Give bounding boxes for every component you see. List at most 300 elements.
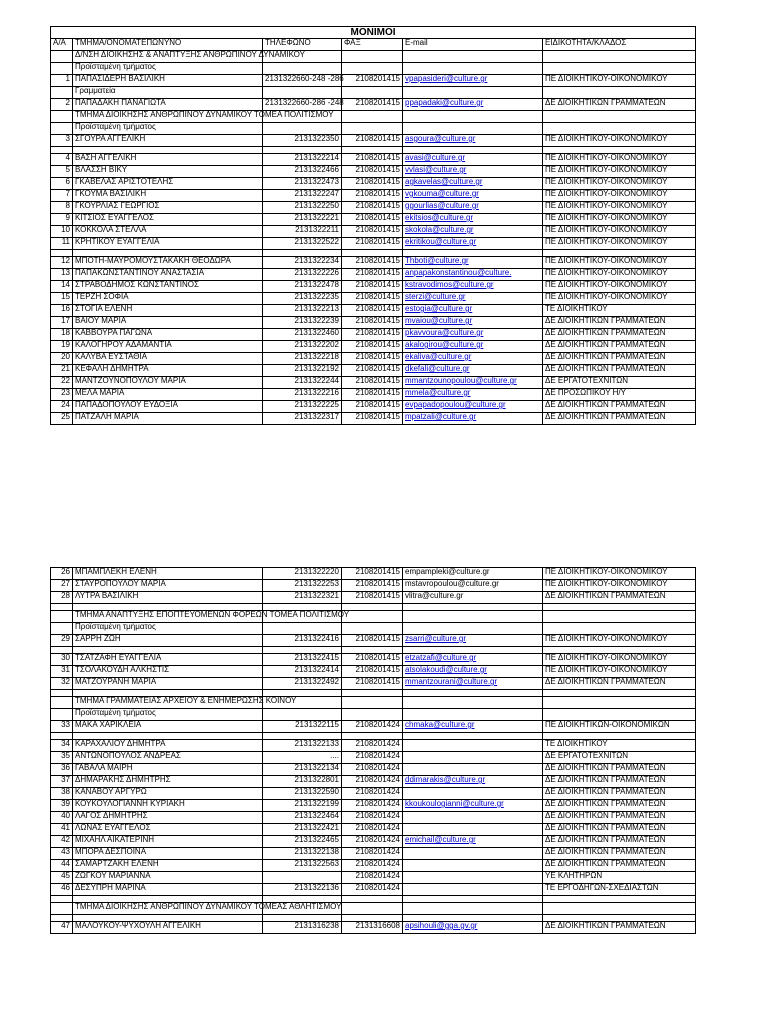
row-number: 42 — [51, 836, 73, 848]
fax-number: 2108201415 — [342, 592, 403, 604]
phone-number: 2131322133 — [263, 740, 342, 752]
empty-cell — [403, 611, 543, 623]
email-cell — [403, 836, 543, 848]
phone-number: 2131322134 — [263, 764, 342, 776]
email-link[interactable]: evpapadopoulou@culture.gr — [405, 400, 506, 409]
empty-cell — [51, 690, 73, 697]
section-name: ΤΜΗΜΑ ΓΡΑΜΜΑΤΕΙΑΣ ΑΡΧΕΙΟΥ & ΕΝΗΜΕΡΩΣΗΣ ΚΟΙΝΟΥ — [73, 697, 263, 709]
phone-number: 2131322801 — [263, 776, 342, 788]
row-number: 21 — [51, 365, 73, 377]
email-link[interactable]: skokola@culture.gr — [405, 225, 474, 234]
phone-number: 2131322460 — [263, 329, 342, 341]
fax-number: 2108201424 — [342, 824, 403, 836]
email-link[interactable]: agkavelas@culture.gr — [405, 177, 483, 186]
empty-cell — [263, 123, 342, 135]
phone-number: 2131322202 — [263, 341, 342, 353]
email-cell — [403, 812, 543, 824]
table-row — [51, 166, 696, 178]
staff-table-page-1 — [50, 26, 696, 425]
email-link[interactable]: emichail@culture.gr — [405, 835, 476, 844]
table-row — [51, 413, 696, 425]
row-number: 20 — [51, 353, 73, 365]
employee-name: ΣΑΜΑΡΤΖΑΚΗ ΕΛΕΝΗ — [73, 860, 263, 872]
specialty: ΔΕ ΕΡΓΑΤΟΤΕΧΝΙΤΩΝ — [543, 752, 696, 764]
fax-number: 2108201415 — [342, 281, 403, 293]
fax-number: 2108201415 — [342, 413, 403, 425]
phone-number: 2131322211 — [263, 226, 342, 238]
employee-name: ΜΑΛΟΥΚΟΥ-ΨΥΧΟΥΛΗ ΑΓΓΕΛΙΚΗ — [73, 922, 263, 934]
table-row — [51, 740, 696, 752]
fax-number: 2108201424 — [342, 860, 403, 872]
employee-name: ΜΠΟΤΗ-ΜΑΥΡΟΜΟΥΣΤΑΚΑΚΗ ΘΕΟΔΩΡΑ — [73, 257, 263, 269]
table-row — [51, 654, 696, 666]
empty-cell — [263, 87, 342, 99]
table-row — [51, 317, 696, 329]
phone-number: 2131322136 — [263, 884, 342, 896]
row-number: 41 — [51, 824, 73, 836]
specialty: ΠΕ ΔΙΟΙΚΗΤΙΚΟΥ-ΟΙΚΟΝΟΜΙΚΟΥ — [543, 635, 696, 647]
phone-number: 2131322239 — [263, 317, 342, 329]
employee-name: ΚΟΥΚΟΥΛΟΓΙΑΝΝΗ ΚΥΡΙΑΚΗ — [73, 800, 263, 812]
row-number: 36 — [51, 764, 73, 776]
empty-cell — [403, 123, 543, 135]
empty-cell — [403, 111, 543, 123]
employee-name: ΚΑΛΟΓΗΡΟΥ ΑΔΑΜΑΝΤΙΑ — [73, 341, 263, 353]
table-row — [51, 824, 696, 836]
row-number: 34 — [51, 740, 73, 752]
header-row — [51, 39, 696, 51]
email-link[interactable]: ekitsios@culture.gr — [405, 213, 474, 222]
table-row — [51, 635, 696, 647]
empty-cell — [342, 87, 403, 99]
role-label: Γραμματεία — [73, 87, 263, 99]
table-row — [51, 281, 696, 293]
fax-number: 2108201424 — [342, 776, 403, 788]
fax-number: 2108201415 — [342, 365, 403, 377]
email-cell — [403, 580, 543, 592]
table-row — [51, 872, 696, 884]
row-number: 24 — [51, 401, 73, 413]
email-text: vlitra@culture.gr — [405, 591, 464, 600]
employee-name: ΤΣΑΤΖΑΦΗ ΕΥΑΓΓΕΛΙΑ — [73, 654, 263, 666]
email-cell — [403, 788, 543, 800]
specialty: ΠΕ ΔΙΟΙΚΗΤΙΚΟΥ-ΟΙΚΟΝΟΜΙΚΟΥ — [543, 154, 696, 166]
employee-name: ΣΤΡΑΒΟΔΗΜΟΣ ΚΩΝΣΤΑΝΤΙΝΟΣ — [73, 281, 263, 293]
email-cell — [403, 214, 543, 226]
specialty: ΔΕ ΔΙΟΙΚΗΤΙΚΩΝ ΓΡΑΜΜΑΤΕΩΝ — [543, 329, 696, 341]
empty-cell — [403, 63, 543, 75]
table-row — [51, 848, 696, 860]
email-link[interactable]: dkefali@culture.gr — [405, 364, 470, 373]
header-aa: Α/Α — [51, 39, 73, 51]
row-number: 25 — [51, 413, 73, 425]
empty-cell — [342, 690, 403, 697]
row-number: 38 — [51, 788, 73, 800]
employee-name: ΜΕΛΑ ΜΑΡΙΑ — [73, 389, 263, 401]
specialty: ΔΕ ΔΙΟΙΚΗΤΙΚΩΝ ΓΡΑΜΜΑΤΕΩΝ — [543, 922, 696, 934]
fax-number: 2108201415 — [342, 75, 403, 87]
phone-number: 2131322590 — [263, 788, 342, 800]
email-cell — [403, 226, 543, 238]
employee-name: ΚΑΝΑΒΟΥ ΑΡΓΥΡΩ — [73, 788, 263, 800]
email-link[interactable]: apsihouli@gga.gv.gr — [405, 921, 478, 930]
fax-number: 2108201415 — [342, 568, 403, 580]
email-link[interactable]: ggourlias@culture.gr — [405, 201, 479, 210]
fax-number: 2108201415 — [342, 305, 403, 317]
phone-number: 2131322421 — [263, 824, 342, 836]
email-cell — [403, 401, 543, 413]
email-cell — [403, 824, 543, 836]
specialty: ΠΕ ΔΙΟΙΚΗΤΙΚΟΥ-ΟΙΚΟΝΟΜΙΚΟΥ — [543, 257, 696, 269]
specialty: ΔΕ ΔΙΟΙΚΗΤΙΚΩΝ ΓΡΑΜΜΑΤΕΩΝ — [543, 592, 696, 604]
phone-number: 2131322563 — [263, 860, 342, 872]
row-number: 18 — [51, 329, 73, 341]
row-number: 30 — [51, 654, 73, 666]
specialty: ΔΕ ΕΡΓΑΤΟΤΕΧΝΙΤΩΝ — [543, 377, 696, 389]
header-fax: ΦΑΞ — [342, 39, 403, 51]
specialty: ΠΕ ΔΙΟΙΚΗΤΙΚΟΥ-ΟΙΚΟΝΟΜΙΚΟΥ — [543, 568, 696, 580]
table-row — [51, 836, 696, 848]
email-link[interactable]: vpapasideri@culture.gr — [405, 74, 488, 83]
phone-number: 2131322321 — [263, 592, 342, 604]
row-number: 9 — [51, 214, 73, 226]
employee-name: ΛΥΤΡΑ ΒΑΣΙΛΙΚΗ — [73, 592, 263, 604]
specialty: ΠΕ ΔΙΟΙΚΗΤΙΚΟΥ-ΟΙΚΟΝΟΜΙΚΟΥ — [543, 135, 696, 147]
empty-cell — [403, 604, 543, 611]
employee-name: ΔΗΜΑΡΑΚΗΣ ΔΗΜΗΤΡΗΣ — [73, 776, 263, 788]
role-label-row — [51, 623, 696, 635]
specialty: ΠΕ ΔΙΟΙΚΗΤΙΚΟΥ-ΟΙΚΟΝΟΜΙΚΟΥ — [543, 580, 696, 592]
phone-number: 2131322350 — [263, 135, 342, 147]
email-cell — [403, 238, 543, 250]
email-cell — [403, 884, 543, 896]
empty-cell — [543, 690, 696, 697]
employee-name: ΜΑΤΖΟΥΡΑΝΗ ΜΑΡΙΑ — [73, 678, 263, 690]
table-row — [51, 812, 696, 824]
fax-number: 2108201415 — [342, 317, 403, 329]
email-link[interactable]: chmaka@culture.gr — [405, 720, 475, 729]
row-number: 19 — [51, 341, 73, 353]
empty-cell — [543, 896, 696, 903]
email-link[interactable]: atsolakoudi@culture.gr — [405, 665, 487, 674]
phone-number: 2131322220 — [263, 568, 342, 580]
email-link[interactable]: mpatzali@culture.gr — [405, 412, 477, 421]
email-cell — [403, 305, 543, 317]
empty-cell — [342, 123, 403, 135]
employee-name: ΓΑΒΑΛΑ ΜΑΙΡΗ — [73, 764, 263, 776]
row-number: 47 — [51, 922, 73, 934]
section-header-row — [51, 51, 696, 63]
employee-name: ΜΑΝΤΖΟΥΝΟΠΟΥΛΟΥ ΜΑΡΙΑ — [73, 377, 263, 389]
row-number: 4 — [51, 154, 73, 166]
email-cell — [403, 178, 543, 190]
table-row — [51, 293, 696, 305]
specialty: ΠΕ ΔΙΟΙΚΗΤΙΚΟΥ-ΟΙΚΟΝΟΜΙΚΟΥ — [543, 293, 696, 305]
table-row — [51, 154, 696, 166]
table-row — [51, 99, 696, 111]
role-label: Προϊσταμένη τμήματος — [73, 623, 263, 635]
email-link[interactable]: mvaiou@culture.gr — [405, 316, 473, 325]
empty-cell — [543, 903, 696, 915]
table-row — [51, 353, 696, 365]
email-cell — [403, 678, 543, 690]
specialty: ΔΕ ΔΙΟΙΚΗΤΙΚΩΝ ΓΡΑΜΜΑΤΕΩΝ — [543, 365, 696, 377]
phone-number: 2131322522 — [263, 238, 342, 250]
fax-number: 2108201415 — [342, 238, 403, 250]
email-cell — [403, 740, 543, 752]
empty-cell — [403, 709, 543, 721]
fax-number: 2108201415 — [342, 135, 403, 147]
email-cell — [403, 654, 543, 666]
email-link[interactable]: kstravodimos@culture.gr — [405, 280, 494, 289]
section-name: ΤΜΗΜΑ ΔΙΟΙΚΗΣΗΣ ΑΝΘΡΩΠΙΝΟΥ ΔΥΝΑΜΙΚΟΥ ΤΟΜΕΑ ΠΟΛΙΤΙΣΜΟΥ — [73, 111, 263, 123]
email-link[interactable]: ddimarakis@culture.gr — [405, 775, 486, 784]
email-cell — [403, 800, 543, 812]
phone-number: 2131322250 — [263, 202, 342, 214]
empty-cell — [51, 604, 73, 611]
title-row — [51, 27, 696, 39]
phone-number: 2131322218 — [263, 353, 342, 365]
phone-number: 2131322235 — [263, 293, 342, 305]
row-number: 14 — [51, 281, 73, 293]
empty-cell — [403, 690, 543, 697]
section-name: ΤΜΗΜΑ ΑΝΑΠΤΥΞΗΣ ΕΠΟΠΤΕΥΟΜΕΝΩΝ ΦΟΡΕΩΝ ΤΟΜΕΑ ΠΟΛΙΤΙΣΜΟΥ — [73, 611, 263, 623]
empty-cell — [51, 87, 73, 99]
section-header-row — [51, 611, 696, 623]
row-number: 40 — [51, 812, 73, 824]
fax-number: 2108201415 — [342, 329, 403, 341]
phone-number: 2131322660-248 -286 — [263, 75, 342, 87]
email-cell — [403, 202, 543, 214]
fax-number: 2108201415 — [342, 666, 403, 678]
phone-number: 2131322221 — [263, 214, 342, 226]
employee-name: ΜΠΟΡΑ ΔΕΣΠΟΙΝΑ — [73, 848, 263, 860]
section-name: ΤΜΗΜΑ ΔΙΟΙΚΗΣΗΣ ΑΝΘΡΩΠΙΝΟΥ ΔΥΝΑΜΙΚΟΥ ΤΟΜΕΑΣ ΑΘΛΗΤΙΣΜΟΥ — [73, 903, 263, 915]
fax-number: 2108201424 — [342, 788, 403, 800]
fax-number: 2108201424 — [342, 872, 403, 884]
email-cell — [403, 166, 543, 178]
fax-number: 2108201424 — [342, 848, 403, 860]
employee-name: ΠΑΠΑΚΩΝΣΤΑΝΤΙΝΟΥ ΑΝΑΣΤΑΣΙΑ — [73, 269, 263, 281]
fax-number: 2108201415 — [342, 353, 403, 365]
table-row — [51, 135, 696, 147]
specialty: ΔΕ ΔΙΟΙΚΗΤΙΚΩΝ ΓΡΑΜΜΑΤΕΩΝ — [543, 764, 696, 776]
specialty: ΔΕ ΔΙΟΙΚΗΤΙΚΩΝ ΓΡΑΜΜΑΤΕΩΝ — [543, 800, 696, 812]
email-link[interactable]: Thboti@culture.gr — [405, 256, 469, 265]
empty-cell — [342, 623, 403, 635]
empty-cell — [543, 611, 696, 623]
specialty: ΠΕ ΔΙΟΙΚΗΤΙΚΟΥ-ΟΙΚΟΝΟΜΙΚΟΥ — [543, 269, 696, 281]
email-cell — [403, 592, 543, 604]
empty-cell — [543, 709, 696, 721]
specialty: ΠΕ ΔΙΟΙΚΗΤΙΚΟΥ-ΟΙΚΟΝΟΜΙΚΟΥ — [543, 238, 696, 250]
email-link[interactable]: pkavvoura@culture.gr — [405, 328, 484, 337]
specialty: ΤΕ ΔΙΟΙΚΗΤΙΚΟΥ — [543, 305, 696, 317]
fax-number: 2108201424 — [342, 740, 403, 752]
employee-name: ΓΚΟΥΡΛΙΑΣ ΓΕΩΡΓΙΟΣ — [73, 202, 263, 214]
empty-cell — [51, 123, 73, 135]
fax-number: 2108201424 — [342, 800, 403, 812]
employee-name: ΣΓΟΥΡΑ ΑΓΓΕΛΙΚΗ — [73, 135, 263, 147]
row-number: 15 — [51, 293, 73, 305]
row-number: 43 — [51, 848, 73, 860]
row-number: 46 — [51, 884, 73, 896]
table-row — [51, 776, 696, 788]
specialty: ΔΕ ΔΙΟΙΚΗΤΙΚΩΝ ΓΡΑΜΜΑΤΕΩΝ — [543, 776, 696, 788]
table-row — [51, 202, 696, 214]
role-label-row — [51, 87, 696, 99]
email-link[interactable]: ekaliva@culture.gr — [405, 352, 472, 361]
header-name: ΤΜΗΜΑ/ΟΝΟΜΑΤΕΠΩΝΥΝΟ — [73, 39, 263, 51]
empty-cell — [403, 51, 543, 63]
email-link[interactable]: zsarri@culture.gr — [405, 634, 467, 643]
email-cell — [403, 329, 543, 341]
row-number: 22 — [51, 377, 73, 389]
empty-cell — [51, 63, 73, 75]
specialty: ΔΕ ΔΙΟΙΚΗΤΙΚΩΝ ΓΡΑΜΜΑΤΕΩΝ — [543, 413, 696, 425]
table-row — [51, 365, 696, 377]
row-number: 8 — [51, 202, 73, 214]
specialty: ΠΕ ΔΙΟΙΚΗΤΙΚΩΝ-ΟΙΚΟΝΟΜΙΚΩΝ — [543, 721, 696, 733]
row-number: 23 — [51, 389, 73, 401]
specialty: ΠΕ ΔΙΟΙΚΗΤΙΚΟΥ-ΟΙΚΟΝΟΜΙΚΟΥ — [543, 202, 696, 214]
email-link[interactable]: mmantzounopoulou@culture.gr — [405, 376, 517, 385]
employee-name: ΜΑΚΑ ΧΑΡΙΚΛΕΙΑ — [73, 721, 263, 733]
email-cell — [403, 776, 543, 788]
table-row — [51, 666, 696, 678]
empty-cell — [403, 87, 543, 99]
fax-number: 2108201415 — [342, 178, 403, 190]
table-row — [51, 401, 696, 413]
phone-number: 2131322244 — [263, 377, 342, 389]
role-label: Προϊσταμένη τμήματος — [73, 63, 263, 75]
row-number: 1 — [51, 75, 73, 87]
empty-cell — [342, 709, 403, 721]
email-cell — [403, 568, 543, 580]
employee-name: ΛΑΓΟΣ ΔΗΜΗΤΡΗΣ — [73, 812, 263, 824]
fax-number: 2131316608 — [342, 922, 403, 934]
phone-number: 2131322214 — [263, 154, 342, 166]
row-number: 33 — [51, 721, 73, 733]
phone-number: 2131322465 — [263, 836, 342, 848]
fax-number: 2108201415 — [342, 293, 403, 305]
specialty: ΔΕ ΔΙΟΙΚΗΤΙΚΩΝ ΓΡΑΜΜΑΤΕΩΝ — [543, 317, 696, 329]
empty-cell — [342, 63, 403, 75]
fax-number: 2108201415 — [342, 202, 403, 214]
employee-name: ΠΑΤΖΑΛΗ ΜΑΡΙΑ — [73, 413, 263, 425]
employee-name: ΤΕΡΖΗ ΣΟΦΙΑ — [73, 293, 263, 305]
empty-cell — [263, 623, 342, 635]
table-row — [51, 592, 696, 604]
specialty: ΤΕ ΕΡΓΟΔΗΓΩΝ-ΣΧΕΔΙΑΣΤΩΝ — [543, 884, 696, 896]
employee-name: ΚΟΚΚΟΛΑ ΣΤΕΛΛΑ — [73, 226, 263, 238]
email-cell — [403, 848, 543, 860]
role-label: Προϊσταμένη τμήματος — [73, 123, 263, 135]
header-specialty: ΕΙΔΙΚΟΤΗΤΑ/ΚΛΑΔΟΣ — [543, 39, 696, 51]
empty-cell — [543, 123, 696, 135]
email-link[interactable]: avasi@culture.gr — [405, 153, 466, 162]
fax-number: 2108201415 — [342, 214, 403, 226]
table-row — [51, 678, 696, 690]
row-number: 17 — [51, 317, 73, 329]
employee-name: ΑΝΤΩΝΟΠΟΥΛΟΣ ΑΝΔΡΕΑΣ — [73, 752, 263, 764]
empty-cell — [543, 697, 696, 709]
specialty: ΠΕ ΔΙΟΙΚΗΤΙΚΟΥ-ΟΙΚΟΝΟΜΙΚΟΥ — [543, 214, 696, 226]
specialty: ΠΕ ΔΙΟΙΚΗΤΙΚΟΥ-ΟΙΚΟΝΟΜΙΚΟΥ — [543, 166, 696, 178]
phone-number: 2131322115 — [263, 721, 342, 733]
specialty: ΔΕ ΔΙΟΙΚΗΤΙΚΩΝ ΓΡΑΜΜΑΤΕΩΝ — [543, 860, 696, 872]
email-link[interactable]: asgoura@culture.gr — [405, 134, 476, 143]
fax-number: 2108201424 — [342, 721, 403, 733]
row-number: 2 — [51, 99, 73, 111]
email-link[interactable]: ppapadaki@culture.gr — [405, 98, 484, 107]
row-number: 27 — [51, 580, 73, 592]
empty-cell — [403, 896, 543, 903]
email-link[interactable]: kkoukoulogianni@culture.gr — [405, 799, 504, 808]
employee-name: ΣΑΡΡΗ ΖΩΗ — [73, 635, 263, 647]
row-number: 7 — [51, 190, 73, 202]
email-link[interactable]: anpapakonstantinou@culture. — [405, 268, 512, 277]
email-cell — [403, 377, 543, 389]
section-name: Δ/ΝΣΗ ΔΙΟΙΚΗΣΗΣ & ΑΝΑΠΤΥΞΗΣ ΑΝΘΡΩΠΙΝΟΥ ΔΥΝΑΜΙΚΟΥ — [73, 51, 263, 63]
empty-cell — [543, 111, 696, 123]
email-link[interactable]: etzatzafi@culture.gr — [405, 653, 477, 662]
row-number: 35 — [51, 752, 73, 764]
phone-number: 2131322464 — [263, 812, 342, 824]
email-cell — [403, 860, 543, 872]
phone-number: 2131322216 — [263, 389, 342, 401]
fax-number: 2108201415 — [342, 166, 403, 178]
row-number: 39 — [51, 800, 73, 812]
role-label-row — [51, 709, 696, 721]
email-link[interactable]: akalogirou@culture.gr — [405, 340, 484, 349]
email-link[interactable]: sterzi@culture.gr — [405, 292, 466, 301]
employee-name: ΚΑΡΑΧΑΛΙΟΥ ΔΗΜΗΤΡΑ — [73, 740, 263, 752]
email-cell — [403, 317, 543, 329]
row-number: 29 — [51, 635, 73, 647]
email-link[interactable]: vgkouma@culture.gr — [405, 189, 479, 198]
email-cell — [403, 752, 543, 764]
email-link[interactable]: vvlasi@culture.gr — [405, 165, 467, 174]
fax-number: 2108201424 — [342, 752, 403, 764]
email-cell — [403, 269, 543, 281]
empty-cell — [342, 604, 403, 611]
phone-number: 2131322253 — [263, 580, 342, 592]
email-link[interactable]: estogia@culture.gr — [405, 304, 473, 313]
fax-number: 2108201415 — [342, 401, 403, 413]
email-link[interactable]: mmantzourani@culture.gr — [405, 677, 498, 686]
specialty: ΠΕ ΔΙΟΙΚΗΤΙΚΟΥ-ΟΙΚΟΝΟΜΙΚΟΥ — [543, 75, 696, 87]
email-cell — [403, 341, 543, 353]
fax-number: 2108201415 — [342, 635, 403, 647]
email-link[interactable]: ekritikou@culture.gr — [405, 237, 477, 246]
employee-name: ΚΕΦΑΛΗ ΔΗΜΗΤΡΑ — [73, 365, 263, 377]
email-link[interactable]: mmela@culture.gr — [405, 388, 471, 397]
employee-name: ΓΚΟΥΜΑ ΒΑΣΙΛΙΚΗ — [73, 190, 263, 202]
empty-cell — [263, 63, 342, 75]
phone-number: 2131322415 — [263, 654, 342, 666]
table-row — [51, 329, 696, 341]
empty-cell — [263, 709, 342, 721]
employee-name: ΠΑΠΑΣΙΔΕΡΗ ΒΑΣΙΛΙΚΗ — [73, 75, 263, 87]
staff-table-body — [51, 27, 696, 425]
email-cell — [403, 365, 543, 377]
email-cell — [403, 666, 543, 678]
phone-number: 2131322317 — [263, 413, 342, 425]
fax-number: 2108201415 — [342, 190, 403, 202]
sheet-title: ΜΟΝΙΜΟΙ — [51, 27, 696, 39]
specialty: ΔΕ ΔΙΟΙΚΗΤΙΚΩΝ ΓΡΑΜΜΑΤΕΩΝ — [543, 812, 696, 824]
